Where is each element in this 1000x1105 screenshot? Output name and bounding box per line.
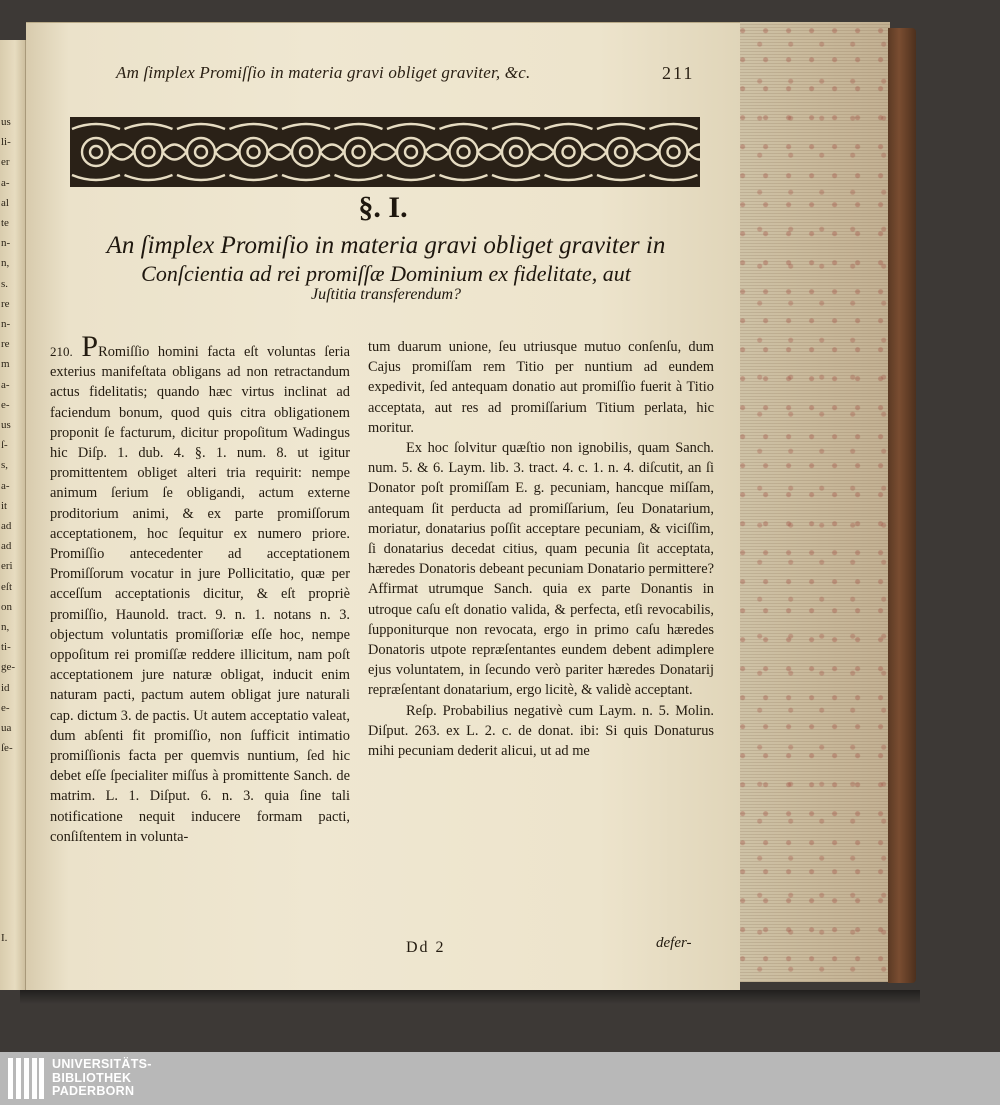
prev-page-fragment: n- (1, 318, 11, 330)
signature-mark: Dd 2 (406, 939, 446, 956)
prev-page-fragment: n, (1, 621, 10, 633)
prev-page-fragment: re (1, 297, 10, 310)
prev-page-fragment: ua (1, 722, 12, 734)
library-name-line-2: BIBLIOTHEK (52, 1070, 132, 1085)
paragraph-number: 210. (50, 344, 73, 359)
library-footer (0, 1052, 1000, 1105)
prev-page-fragment: id (1, 681, 10, 694)
prev-page-fragment: te (1, 217, 9, 229)
prev-page-fragment: e- (1, 398, 10, 411)
prev-page-fragment: re (1, 338, 10, 351)
title-line-1: An ſimplex Promiſio in materia gravi obliget graviter in (106, 232, 666, 259)
right-column (368, 337, 714, 761)
library-logo-icon (8, 1058, 44, 1099)
book-fore-edge (738, 22, 890, 982)
prev-page-fragment: eſt (1, 580, 12, 593)
library-name-line-3: PADERBORN (52, 1084, 135, 1098)
prev-page-fragment: ſe- (1, 742, 13, 755)
prev-page-fragment: a- (1, 378, 10, 391)
prev-page-fragment: m (1, 358, 10, 371)
prev-page-fragment: li- (1, 136, 11, 149)
running-head: Am ſimplex Promiſſio in materia gravi obliget graviter, &c. (116, 63, 531, 82)
library-name-line-1: UNIVERSITÄTS- (52, 1057, 152, 1071)
prev-page-fragment: ge- (1, 661, 16, 674)
prev-page-fragment: e- (1, 701, 10, 714)
book-cover (888, 28, 916, 983)
prev-page-fragment: er (1, 156, 10, 169)
prev-page-fragment: us (1, 419, 11, 431)
left-column (50, 330, 350, 847)
prev-page-fragment: ſ- (1, 439, 8, 452)
prev-page-fragment: ti- (1, 641, 11, 654)
prev-page-fragment: n- (1, 237, 11, 250)
section-title (66, 231, 706, 305)
left-paragraph (50, 330, 350, 847)
prev-page-fragment: al (1, 196, 9, 209)
prev-page-fragment: s, (1, 459, 9, 472)
prev-page-fragment: n, (1, 257, 10, 270)
previous-page-edge (0, 40, 26, 990)
page-number: 211 (662, 63, 695, 83)
drop-cap: P (81, 330, 99, 363)
prev-page-fragment: s. (1, 277, 9, 290)
page-shadow (20, 990, 920, 1004)
right-paragraph-2: Ex hoc ſolvitur quæſtio non ignobilis, quam Sanch. num. 5. & 6. Laym. lib. 3. tract. 4. c. 1. n. 4. diſcutit, an ſi Donator poſt promiſſam E. g. pecuniam, hancque miſſam, antequam ſit perducta ad promiſſarium, ſeu Donatarium, moriatur, donatarius poſſit acceptare pecuniam, & viciſſim, ſi donatarius decedat citius, quam pecunia ſit acceptata, hæredes Donatoris debeant pecuniam Donatario permittere? Affirmat utrumque Sanch. quia ex parte Donantis in utroque caſu eſt donatio valida, & perfecta, etſi revocabilis, ſupponiturque non revocata, ergo in primo caſu hæredes Donatoris utpote repræſentantes eundem debent adimplere ejus voluntatem, in ſecundo verò pariter hæredes Donatarij repræſentant donatarium, ergo licitè, & validè acceptant. (368, 440, 714, 699)
prev-page-fragment: I. (1, 932, 8, 944)
prev-page-fragment: a- (1, 176, 10, 189)
prev-page-fragment: us (1, 116, 11, 128)
library-name (52, 1058, 152, 1099)
ornament-band (70, 117, 700, 187)
title-line-3: Juſtitia transferendum? (310, 286, 462, 304)
title-line-2: Conſcientia ad rei promiſſæ Dominium ex fidelitate, aut (141, 260, 631, 286)
prev-page-fragment: a- (1, 479, 10, 492)
right-paragraph-3: Reſp. Probabilius negativè cum Laym. n. 5. Molin. Diſput. 263. ex L. 2. c. de donat. ibi: Si quis Donaturus mihi pecuniam dederit alicui, ut ad me (368, 702, 714, 760)
prev-page-fragment: ad (1, 540, 12, 553)
prev-page-fragment: on (1, 600, 12, 613)
prev-page-fragment: eri (1, 560, 13, 573)
section-mark: §. I. (358, 191, 408, 224)
prev-page-fragment: it (1, 499, 8, 512)
book-page (26, 22, 740, 990)
right-paragraph-1: tum duarum unione, ſeu utriusque mutuo conſenſu, dum Cajus promiſſam rem Titio per nuntium ad eundem expedivit, ſed antequam donatio aut promiſſio fuerit à Titio acceptata, aut res ad promiſſarium Titium perlata, hic moritur. (368, 339, 714, 436)
prev-page-fragment: ad (1, 520, 12, 532)
left-column-text: Romiſſio homini facta eſt voluntas ſeria exterius manifeſtata obligans ad non retractandum actus fidelitatis; quando hæc virtus inclinat ad faciendum bonum, quod quis citra obligationem proponit ſe facturum, dicitur propoſitum Wadingus hic Diſp. 1. dub. 4. §. 1. num. 8. ut igitur promittentem obliget alteri tria requirit: nempe animum ſerium ſe obligandi, actum externe proditorium animi, & ex parte promiſſorum acceptationem, hoc ſequitur ex numero priore. Promiſſio antecedenter ad acceptationem Promiſſorum vocatur in jure Pollicitatio, quæ per acceſſum acceptationis dicitur, & eſt propriè promiſſio, Haunold. tract. 9. n. 1. notans n. 3. objectum voluntatis promiſſoriæ eſſe hoc, nempe oppoſitum rei promiſſæ reddere illicitum, nam poſt acceptationem jure naturæ obligat, inducit enim naturam pacti, pactum autem obligat jure naturali cap. dictum 3. de pactis. Ut autem acceptatio valeat, dum abſenti fit promiſſio, non ſufficit intimatio promiſſionis facta per quemvis nuntium, ſed hic debet eſſe ſpecialiter miſſus à promittente Sanch. de matrim. L. 1. Diſput. 6. n. 3. quia ſine tali notificatione nequit inducere formam pacti, conſiſtentem in volunta- (50, 344, 350, 845)
catchword: defer- (656, 935, 692, 951)
